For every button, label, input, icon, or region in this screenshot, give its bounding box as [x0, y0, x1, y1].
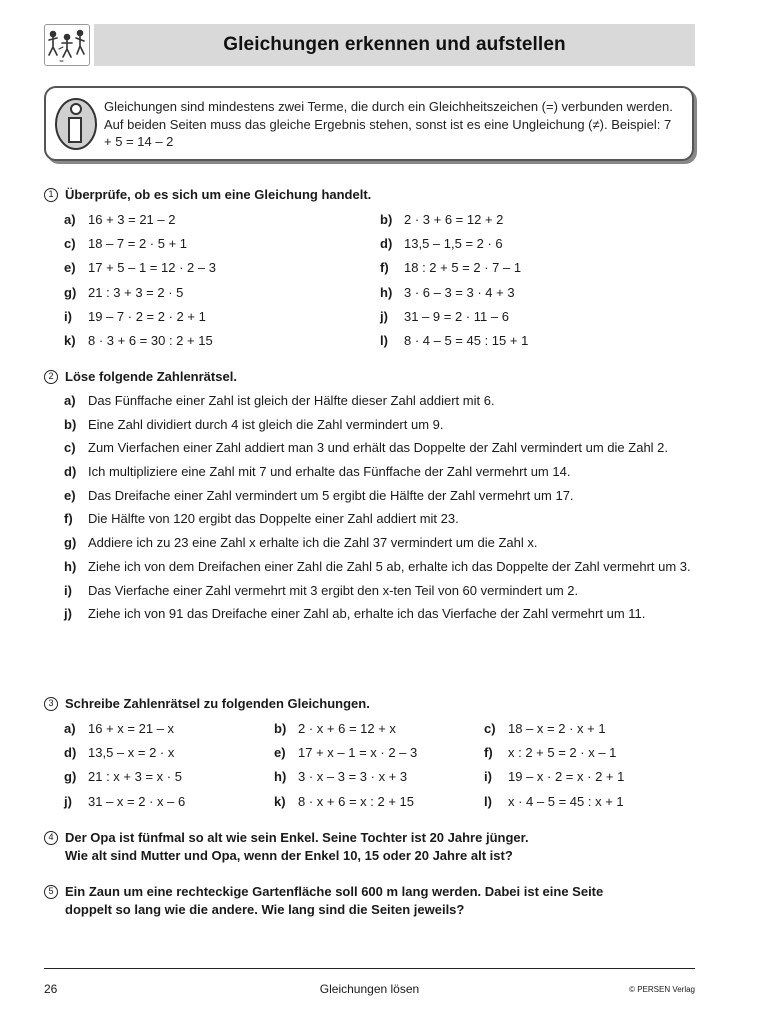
riddle-2g: g) Addiere ich zu 23 eine Zahl x erhalte ich die Zahl 37 vermindert um die Zahl x. — [64, 535, 538, 551]
header — [44, 24, 695, 66]
task-2-riddles — [64, 392, 694, 629]
exercise-1l: l) 8 · 4 – 5 = 45 : 15 + 1 — [380, 332, 529, 348]
equation-3j: j) 31 – x = 2 · x – 6 — [64, 793, 186, 809]
equation-3g: g) 21 : x + 3 = x · 5 — [64, 769, 182, 785]
exercise-1i: i) 19 – 7 · 2 = 2 · 2 + 1 — [64, 308, 206, 324]
info-icon — [54, 96, 98, 150]
task-5-line-2: doppelt so lang wie die andere. Wie lang sind die Seiten jeweils? — [65, 901, 465, 917]
info-box — [44, 86, 694, 161]
task-4-title — [44, 829, 704, 864]
task-2-text: Löse folgende Zahlenrätsel. — [65, 369, 237, 384]
task-1-title — [44, 186, 704, 204]
task-1 — [44, 186, 704, 348]
equation-3f: f) x : 2 + 5 = 2 · x – 1 — [484, 745, 617, 761]
exercise-1g: g) 21 : 3 + 3 = 2 · 5 — [64, 284, 184, 300]
task-number-5: 5 — [44, 885, 58, 899]
task-2 — [44, 368, 704, 622]
task-3-title — [44, 695, 704, 713]
task-number-1: 1 — [44, 188, 58, 202]
riddle-2c: c) Zum Vierfachen einer Zahl addiert man 3 und erhält das Doppelte der Zahl vermindert um die Zahl 2. — [64, 440, 669, 456]
task-4 — [44, 829, 704, 864]
page-number: 26 — [44, 982, 58, 996]
riddle-2d: d) Ich multipliziere eine Zahl mit 7 und erhalte das Fünffache der Zahl vermehrt um 14. — [64, 464, 571, 480]
task-1-exercises — [64, 211, 704, 356]
equation-3k: k) 8 · x + 6 = x : 2 + 15 — [274, 793, 414, 809]
riddle-2f: f) Die Hälfte von 120 ergibt das Doppelte einer Zahl addiert mit 23. — [64, 511, 459, 527]
task-5-line-1: Ein Zaun um eine rechteckige Gartenfläche soll 600 m lang werden. Dabei ist eine Seite — [65, 884, 604, 899]
riddle-2b: b) Eine Zahl dividiert durch 4 ist gleich die Zahl vermindert um 9. — [64, 416, 444, 432]
equation-3e: e) 17 + x – 1 = x · 2 – 3 — [274, 745, 418, 761]
task-5 — [44, 883, 704, 918]
equation-3d: d) 13,5 – x = 2 · x — [64, 745, 175, 761]
task-3 — [44, 695, 704, 809]
riddle-2i: i) Das Vierfache einer Zahl vermehrt mit 3 ergibt den x-ten Teil von 60 vermindert um 2. — [64, 582, 579, 598]
exercise-1j: j) 31 – 9 = 2 · 11 – 6 — [380, 308, 509, 324]
figures-logo-icon — [44, 24, 90, 66]
riddle-2e: e) Das Dreifache einer Zahl vermindert um 5 ergibt die Hälfte der Zahl vermehrt um 17. — [64, 487, 574, 503]
exercise-1d: d) 13,5 – 1,5 = 2 · 6 — [380, 236, 503, 252]
exercise-1h: h) 3 · 6 – 3 = 3 · 4 + 3 — [380, 284, 515, 300]
riddle-2j: j) Ziehe ich von 91 das Dreifache einer Zahl ab, erhalte ich das Vierfache der Zahl vermehrt um 11. — [64, 606, 646, 622]
task-4-line-1: Der Opa ist fünfmal so alt wie sein Enkel. Seine Tochter ist 20 Jahre jünger. — [65, 830, 529, 845]
task-5-title — [44, 883, 704, 918]
equation-3h: h) 3 · x – 3 = 3 · x + 3 — [274, 769, 408, 785]
riddle-2a: a) Das Fünffache einer Zahl ist gleich der Hälfte dieser Zahl addiert mit 6. — [64, 393, 495, 408]
task-number-4: 4 — [44, 831, 58, 845]
exercise-1b: b) 2 · 3 + 6 = 12 + 2 — [380, 212, 504, 227]
task-2-title — [44, 368, 704, 386]
svg-text:=: = — [59, 58, 65, 65]
exercise-1k: k) 8 · 3 + 6 = 30 : 2 + 15 — [64, 332, 213, 348]
info-text: Gleichungen sind mindestens zwei Terme, die durch ein Gleichheitszeichen (=) verbunden werden. Auf beiden Seiten muss das gleiche Ergebnis stehen, sonst ist es eine Ungleichung (≠). Beispiel: 7 + 5 = 14 – 2 — [104, 99, 673, 149]
task-4-line-2: Wie alt sind Mutter und Opa, wenn der Enkel 10, 15 oder 20 Jahre alt ist? — [65, 847, 513, 863]
equation-3a: a) 16 + x = 21 – x — [64, 721, 175, 736]
page-title: Gleichungen erkennen und aufstellen — [223, 34, 566, 55]
equation-3l: l) x · 4 – 5 = 45 : x + 1 — [484, 793, 624, 809]
task-1-text: Überprüfe, ob es sich um eine Gleichung handelt. — [65, 187, 372, 202]
publisher: © PERSEN Verlag — [629, 985, 695, 994]
equation-3i: i) 19 – x · 2 = x · 2 + 1 — [484, 769, 625, 785]
chapter-title: Gleichungen lösen — [319, 982, 420, 996]
footer-divider — [44, 968, 695, 969]
exercise-1e: e) 17 + 5 – 1 = 12 · 2 – 3 — [64, 260, 216, 276]
task-3-text: Schreibe Zahlenrätsel zu folgenden Gleichungen. — [65, 696, 370, 711]
equation-3b: b) 2 · x + 6 = 12 + x — [274, 721, 396, 736]
task-number-3: 3 — [44, 697, 58, 711]
exercise-1f: f) 18 : 2 + 5 = 2 · 7 – 1 — [380, 260, 522, 276]
task-number-2: 2 — [44, 370, 58, 384]
exercise-1a: a) 16 + 3 = 21 – 2 — [64, 212, 176, 227]
exercise-1c: c) 18 – 7 = 2 · 5 + 1 — [64, 236, 188, 252]
task-3-equations — [64, 720, 704, 817]
title-bar — [94, 24, 695, 66]
riddle-2h: h) Ziehe ich von dem Dreifachen einer Zahl die Zahl 5 ab, erhalte ich das Doppelte der Zahl vermehrt um 3. — [64, 558, 691, 574]
equation-3c: c) 18 – x = 2 · x + 1 — [484, 721, 606, 736]
